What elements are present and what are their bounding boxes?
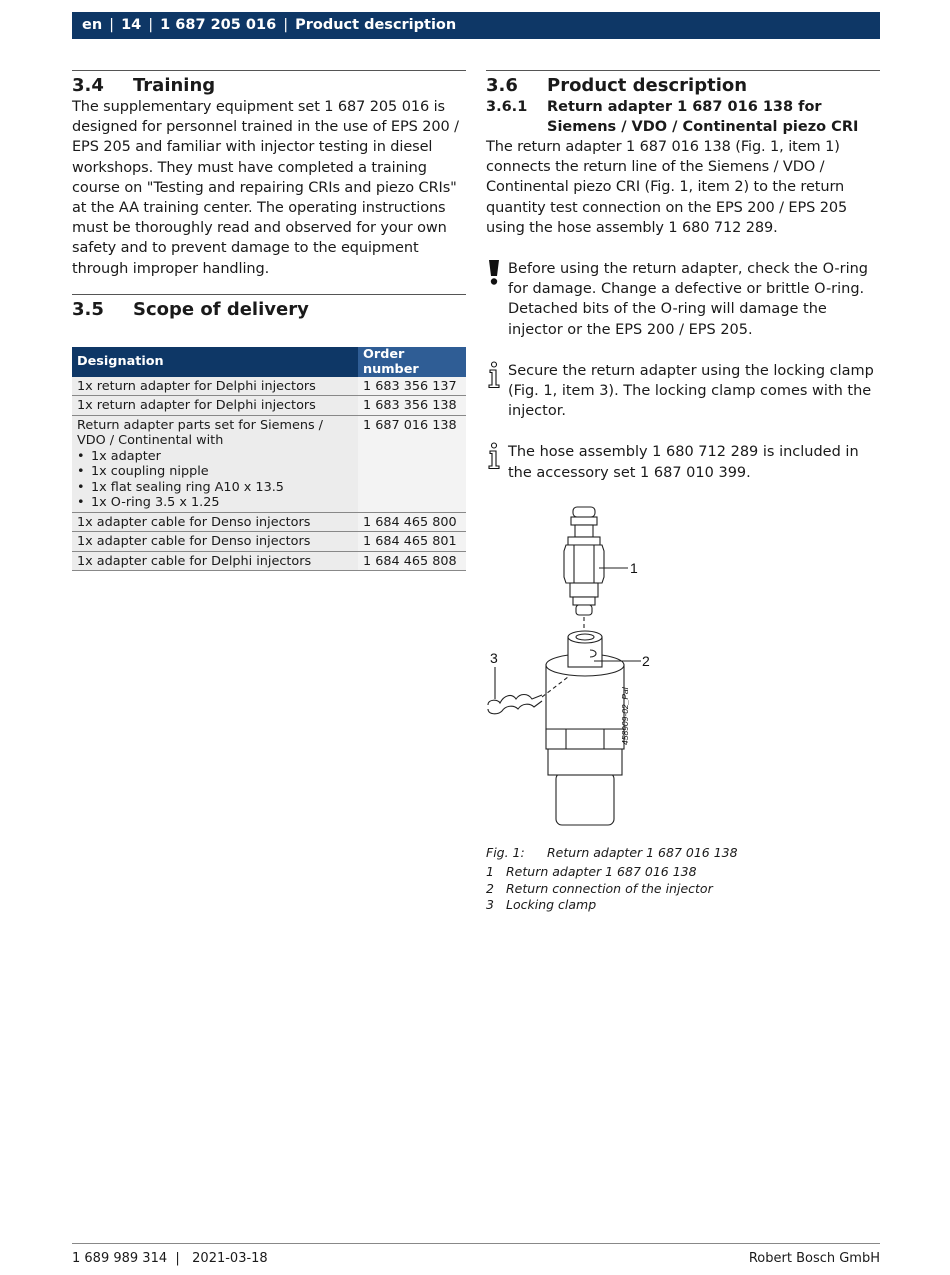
legend-item: 3 Locking clamp <box>486 897 597 913</box>
warning-note <box>486 259 880 340</box>
info-icon <box>486 361 508 422</box>
table-row: Return adapter parts set for Siemens / VDO / Continental with • 1x adapter • 1x coupling nipple • 1x flat sealing ring A10 x 13.5 • 1x O-ring 3.5 x 1.25 1 687 016 138 <box>72 415 466 512</box>
warning-text: Before using the return adapter, check the O-ring for damage. Change a defective or brittle O-ring. Detached bits of the O-ring will damage the injector or the EPS 200 / EPS 205. <box>508 261 869 338</box>
section-heading-product: 3.6 Product description <box>486 75 748 96</box>
right-column <box>486 70 880 914</box>
list-item: • 1x adapter <box>91 449 353 465</box>
section-rule <box>72 70 466 71</box>
parts-set-label: Return adapter parts set for Siemens / VDO / Continental with <box>77 417 323 449</box>
info-text: Secure the return adapter using the locking clamp (Fig. 1, item 3). The locking clamp comes with the injector. <box>508 362 874 420</box>
training-text: The supplementary equipment set 1 687 205 016 is designed for personnel trained in the use of EPS 200 / EPS 205 and familiar with injector testing in diesel workshops. They must have completed a training course on "Testing and repairing CRIs and piezo CRIs" at the AA training center. The operating instructions must be thoroughly read and observed for your own safety and to prevent damage to the equipment through improper handling. <box>72 99 459 277</box>
column-header-order-number: Order number <box>358 347 466 377</box>
exclamation-icon <box>486 259 508 340</box>
table-row: 1x return adapter for Delphi injectors 1 683 356 137 <box>72 377 466 396</box>
table-row: 1x return adapter for Delphi injectors 1 683 356 138 <box>72 396 466 416</box>
info-text: The hose assembly 1 680 712 289 is included in the accessory set 1 687 010 399. <box>508 444 859 481</box>
page-header: en | 14 | 1 687 205 016 | Product description <box>72 12 880 39</box>
info-icon <box>486 442 508 482</box>
table-row: 1x adapter cable for Denso injectors 1 684 465 800 <box>72 512 466 532</box>
section-rule <box>72 294 466 295</box>
header-lang: en <box>82 17 103 33</box>
callout-3: 3 <box>490 649 498 666</box>
figure-caption <box>486 845 880 914</box>
adapter-part <box>564 507 604 615</box>
page-footer: 1 689 989 314 | 2021-03-18 Robert Bosch GmbH <box>72 1251 880 1266</box>
return-adapter-drawing <box>486 505 880 845</box>
footer-date: 2021-03-18 <box>192 1251 268 1266</box>
header-page: 14 <box>121 17 142 33</box>
section-rule <box>486 70 880 71</box>
list-item: • 1x flat sealing ring A10 x 13.5 <box>91 480 353 496</box>
figure-code: 458909-02_Pal <box>620 687 630 745</box>
footer-rule <box>72 1243 880 1244</box>
caption-number: Fig. 1: <box>486 844 525 860</box>
table-row: 1x adapter cable for Delphi injectors 1 684 465 808 <box>72 551 466 571</box>
caption-title: Return adapter 1 687 016 138 <box>547 844 738 860</box>
subsection-heading: 3.6.1 Return adapter 1 687 016 138 for Siemens / VDO / Continental piezo CRI <box>486 99 859 135</box>
legend-item: 1 Return adapter 1 687 016 138 <box>486 864 697 880</box>
callout-1: 1 <box>630 559 638 576</box>
product-text: The return adapter 1 687 016 138 (Fig. 1, item 1) connects the return line of the Siemens / VDO / Continental piezo CRI (Fig. 1, item 2) to the return quantity test connection on the EPS 200 / EPS 205 using the hose assembly 1 680 712 289. <box>486 139 848 236</box>
footer-doc: 1 689 989 314 <box>72 1251 168 1266</box>
list-item: • 1x O-ring 3.5 x 1.25 <box>91 495 353 511</box>
figure-return-adapter <box>486 505 880 845</box>
section-heading-training: 3.4 Training <box>72 75 216 96</box>
list-item: • 1x coupling nipple <box>91 464 353 480</box>
table-row: 1x adapter cable for Denso injectors 1 684 465 801 <box>72 532 466 552</box>
injector-part <box>546 631 624 825</box>
column-header-designation: Designation <box>72 347 358 377</box>
footer-company: Robert Bosch GmbH <box>748 1251 880 1266</box>
header-doc-number: 1 687 205 016 <box>160 17 277 33</box>
left-column <box>72 70 466 571</box>
section-heading-scope: 3.5 Scope of delivery <box>72 298 309 320</box>
legend-item: 2 Return connection of the injector <box>486 880 713 896</box>
info-note <box>486 442 880 482</box>
header-section: Product description <box>295 17 457 33</box>
callout-2: 2 <box>642 652 650 669</box>
scope-table <box>72 347 466 572</box>
parts-list <box>77 449 353 511</box>
info-note <box>486 361 880 422</box>
